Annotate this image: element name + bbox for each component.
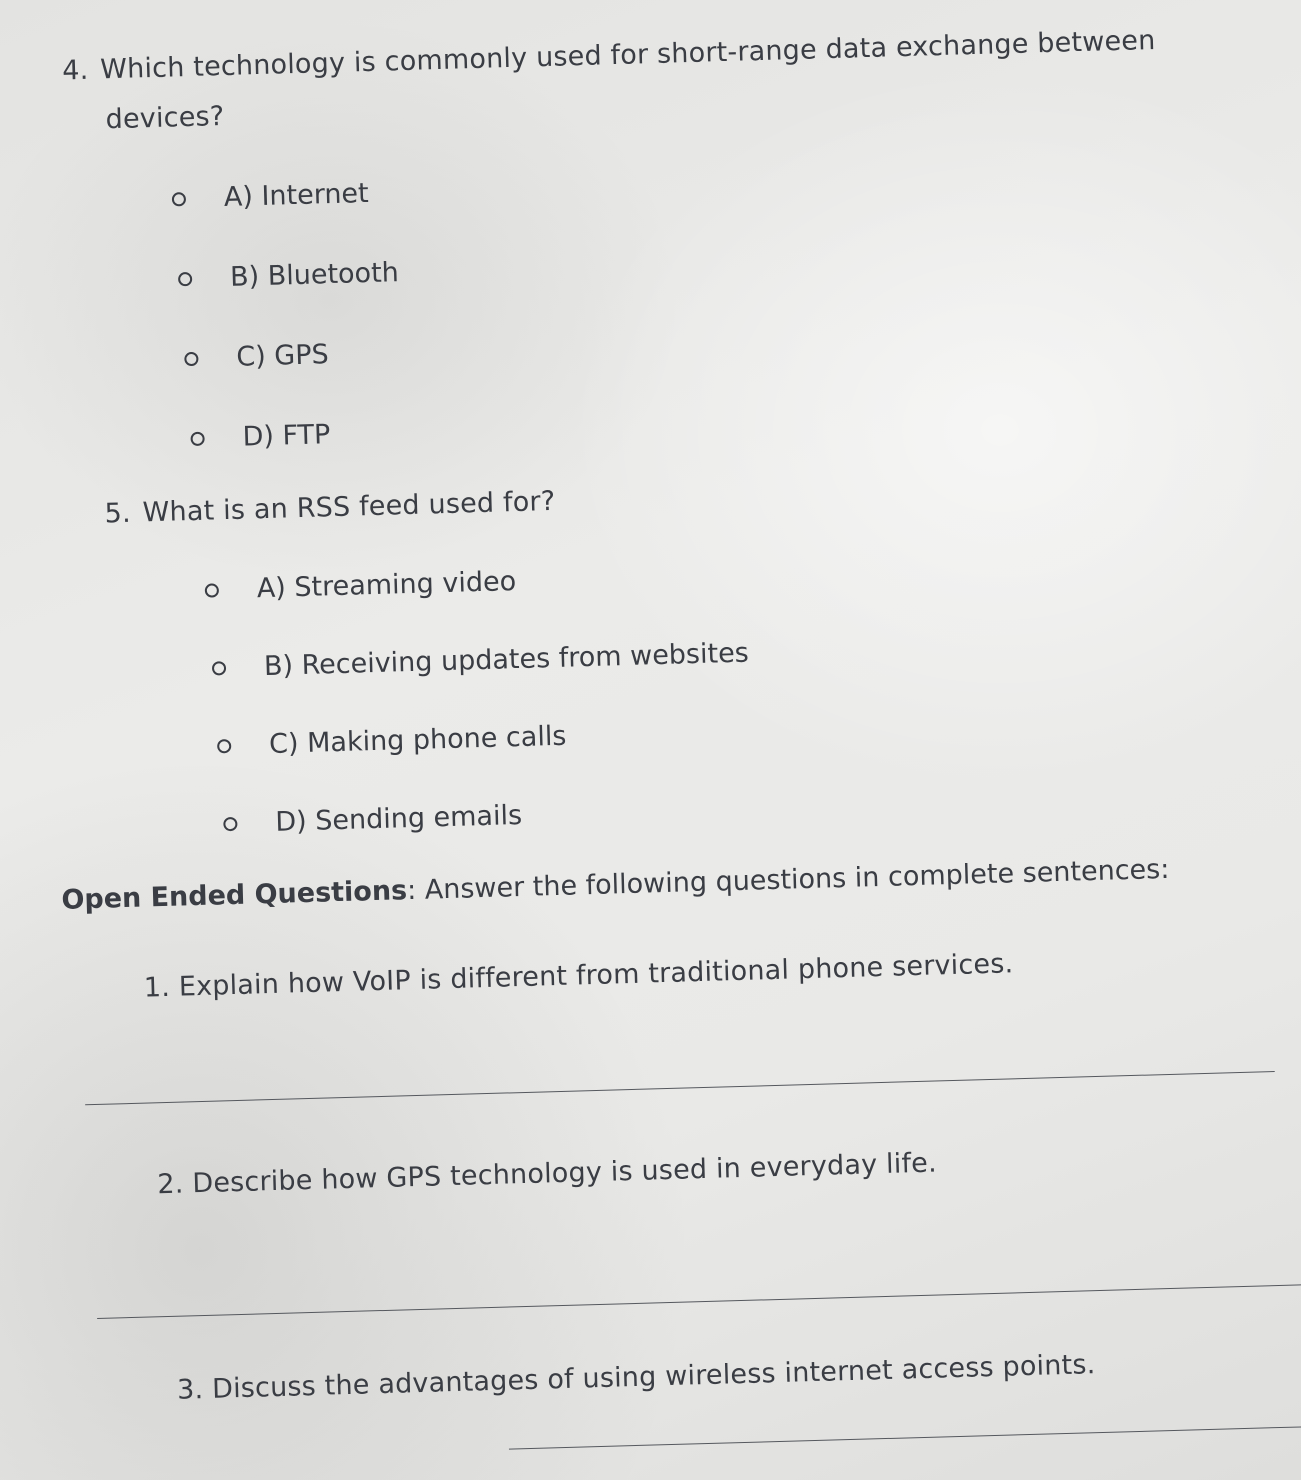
question-4-option-d[interactable] bbox=[190, 419, 331, 454]
radio-bullet-icon[interactable] bbox=[223, 816, 237, 830]
option-label: A) Streaming video bbox=[256, 566, 517, 605]
radio-bullet-icon[interactable] bbox=[178, 271, 192, 285]
question-4 bbox=[62, 16, 1158, 146]
option-label: A) Internet bbox=[223, 177, 370, 214]
open-ended-heading-instructions: : Answer the following questions in complete sentences: bbox=[406, 853, 1170, 907]
question-4-option-c[interactable] bbox=[184, 339, 329, 374]
option-label: B) Bluetooth bbox=[229, 257, 400, 293]
radio-bullet-icon[interactable] bbox=[184, 351, 198, 365]
answer-line-1[interactable] bbox=[85, 1071, 1275, 1105]
question-4-text-line1: Which technology is commonly used for short-range data exchange between bbox=[99, 24, 1156, 86]
option-label: C) Making phone calls bbox=[268, 720, 567, 760]
open-question-2: 2. Describe how GPS technology is used in everyday life. bbox=[157, 1147, 938, 1201]
answer-line-2[interactable] bbox=[97, 1284, 1301, 1319]
question-5-number: 5. bbox=[104, 497, 132, 530]
question-5-text: What is an RSS feed used for? bbox=[142, 485, 556, 529]
radio-bullet-icon[interactable] bbox=[190, 431, 204, 445]
radio-bullet-icon[interactable] bbox=[217, 739, 231, 753]
option-label: D) Sending emails bbox=[274, 799, 523, 838]
question-5-option-c[interactable] bbox=[217, 721, 567, 762]
question-5 bbox=[104, 477, 556, 540]
open-ended-heading-bold: Open Ended Questions bbox=[61, 875, 408, 916]
option-label: D) FTP bbox=[242, 419, 331, 453]
question-5-option-d[interactable] bbox=[223, 800, 523, 839]
option-label: C) GPS bbox=[235, 339, 330, 373]
radio-bullet-icon[interactable] bbox=[212, 661, 226, 675]
question-4-option-a[interactable] bbox=[171, 178, 369, 214]
open-ended-heading bbox=[61, 854, 1170, 916]
open-question-1: 1. Explain how VoIP is different from traditional phone services. bbox=[143, 948, 1014, 1004]
radio-bullet-icon[interactable] bbox=[172, 192, 186, 206]
answer-line-3[interactable] bbox=[509, 1426, 1301, 1450]
question-4-text-line2: devices? bbox=[105, 100, 225, 136]
radio-bullet-icon[interactable] bbox=[205, 583, 219, 597]
question-4-number: 4. bbox=[61, 54, 89, 87]
question-5-option-b[interactable] bbox=[212, 638, 750, 684]
option-label: B) Receiving updates from websites bbox=[263, 637, 750, 683]
question-5-option-a[interactable] bbox=[204, 566, 516, 606]
question-4-option-b[interactable] bbox=[178, 257, 399, 294]
open-question-3: 3. Discuss the advantages of using wireless internet access points. bbox=[176, 1349, 1096, 1406]
